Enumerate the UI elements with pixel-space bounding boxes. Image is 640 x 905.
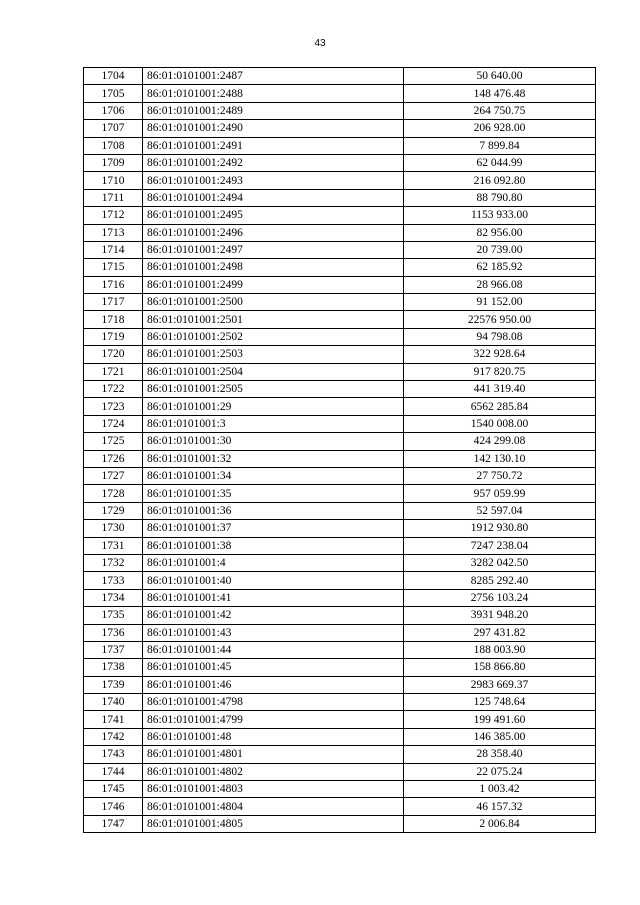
- cadastral-number-cell: 86:01:0101001:40: [143, 572, 404, 589]
- cadastral-number-cell: 86:01:0101001:3: [143, 415, 404, 432]
- row-number-cell: 1725: [84, 433, 143, 450]
- table-row: [84, 589, 596, 606]
- table-row: [84, 381, 596, 398]
- row-number-cell: 1721: [84, 363, 143, 380]
- row-number-cell: 1716: [84, 276, 143, 293]
- table-row: [84, 85, 596, 102]
- table-row: [84, 224, 596, 241]
- cadastral-number-cell: 86:01:0101001:35: [143, 485, 404, 502]
- cadastral-value-cell: 94 798.08: [404, 328, 596, 345]
- row-number-cell: 1746: [84, 798, 143, 815]
- table-row: [84, 676, 596, 693]
- cadastral-value-cell: 88 790.80: [404, 189, 596, 206]
- table-row: [84, 798, 596, 815]
- cadastral-value-cell: 2 006.84: [404, 815, 596, 832]
- row-number-cell: 1704: [84, 68, 143, 85]
- table-row: [84, 641, 596, 658]
- cadastral-value-cell: 2756 103.24: [404, 589, 596, 606]
- table-row: [84, 189, 596, 206]
- table-row: [84, 154, 596, 171]
- cadastral-number-cell: 86:01:0101001:29: [143, 398, 404, 415]
- row-number-cell: 1718: [84, 311, 143, 328]
- row-number-cell: 1717: [84, 294, 143, 311]
- cadastral-value-cell: 142 130.10: [404, 450, 596, 467]
- cadastral-value-cell: 62 185.92: [404, 259, 596, 276]
- cadastral-number-cell: 86:01:0101001:2487: [143, 68, 404, 85]
- cadastral-number-cell: 86:01:0101001:2493: [143, 172, 404, 189]
- row-number-cell: 1710: [84, 172, 143, 189]
- cadastral-number-cell: 86:01:0101001:45: [143, 659, 404, 676]
- table-row: [84, 711, 596, 728]
- cadastral-number-cell: 86:01:0101001:2502: [143, 328, 404, 345]
- cadastral-value-cell: 22576 950.00: [404, 311, 596, 328]
- table-row: [84, 102, 596, 119]
- cadastral-number-cell: 86:01:0101001:2498: [143, 259, 404, 276]
- cadastral-value-cell: 3282 042.50: [404, 554, 596, 571]
- cadastral-number-cell: 86:01:0101001:4803: [143, 781, 404, 798]
- table-row: [84, 659, 596, 676]
- table-row: [84, 172, 596, 189]
- row-number-cell: 1736: [84, 624, 143, 641]
- cadastral-number-cell: 86:01:0101001:38: [143, 537, 404, 554]
- row-number-cell: 1738: [84, 659, 143, 676]
- cadastral-value-cell: 82 956.00: [404, 224, 596, 241]
- table-row: [84, 537, 596, 554]
- table-row: [84, 433, 596, 450]
- row-number-cell: 1715: [84, 259, 143, 276]
- cadastral-number-cell: 86:01:0101001:43: [143, 624, 404, 641]
- table-row: [84, 328, 596, 345]
- cadastral-number-cell: 86:01:0101001:37: [143, 520, 404, 537]
- row-number-cell: 1745: [84, 781, 143, 798]
- table-row: [84, 120, 596, 137]
- cadastral-number-cell: 86:01:0101001:4798: [143, 694, 404, 711]
- table-row: [84, 398, 596, 415]
- cadastral-number-cell: 86:01:0101001:4805: [143, 815, 404, 832]
- row-number-cell: 1743: [84, 746, 143, 763]
- row-number-cell: 1731: [84, 537, 143, 554]
- cadastral-value-cell: 199 491.60: [404, 711, 596, 728]
- table-row: [84, 68, 596, 85]
- row-number-cell: 1708: [84, 137, 143, 154]
- table-row: [84, 259, 596, 276]
- cadastral-value-cell: 957 059.99: [404, 485, 596, 502]
- cadastral-number-cell: 86:01:0101001:4804: [143, 798, 404, 815]
- row-number-cell: 1740: [84, 694, 143, 711]
- table-row: [84, 763, 596, 780]
- table-row: [84, 311, 596, 328]
- row-number-cell: 1734: [84, 589, 143, 606]
- cadastral-number-cell: 86:01:0101001:48: [143, 728, 404, 745]
- cadastral-value-cell: 2983 669.37: [404, 676, 596, 693]
- table-row: [84, 137, 596, 154]
- table-body: [84, 68, 596, 833]
- cadastral-number-cell: 86:01:0101001:4799: [143, 711, 404, 728]
- cadastral-value-cell: 50 640.00: [404, 68, 596, 85]
- table-row: [84, 363, 596, 380]
- row-number-cell: 1730: [84, 520, 143, 537]
- cadastral-value-cell: 264 750.75: [404, 102, 596, 119]
- row-number-cell: 1720: [84, 346, 143, 363]
- cadastral-number-cell: 86:01:0101001:2491: [143, 137, 404, 154]
- table-row: [84, 450, 596, 467]
- cadastral-value-cell: 62 044.99: [404, 154, 596, 171]
- cadastral-number-cell: 86:01:0101001:2489: [143, 102, 404, 119]
- row-number-cell: 1726: [84, 450, 143, 467]
- cadastral-number-cell: 86:01:0101001:41: [143, 589, 404, 606]
- cadastral-number-cell: 86:01:0101001:2490: [143, 120, 404, 137]
- row-number-cell: 1707: [84, 120, 143, 137]
- cadastral-value-cell: 28 966.08: [404, 276, 596, 293]
- cadastral-value-cell: 424 299.08: [404, 433, 596, 450]
- row-number-cell: 1713: [84, 224, 143, 241]
- cadastral-value-cell: 216 092.80: [404, 172, 596, 189]
- table-row: [84, 346, 596, 363]
- table-row: [84, 624, 596, 641]
- table-row: [84, 207, 596, 224]
- table-row: [84, 294, 596, 311]
- cadastral-value-cell: 158 866.80: [404, 659, 596, 676]
- table-row: [84, 728, 596, 745]
- cadastral-value-cell: 206 928.00: [404, 120, 596, 137]
- row-number-cell: 1714: [84, 241, 143, 258]
- row-number-cell: 1712: [84, 207, 143, 224]
- cadastral-number-cell: 86:01:0101001:2492: [143, 154, 404, 171]
- cadastral-value-cell: 1 003.42: [404, 781, 596, 798]
- cadastral-value-cell: 146 385.00: [404, 728, 596, 745]
- row-number-cell: 1741: [84, 711, 143, 728]
- row-number-cell: 1706: [84, 102, 143, 119]
- cadastral-number-cell: 86:01:0101001:44: [143, 641, 404, 658]
- cadastral-number-cell: 86:01:0101001:2504: [143, 363, 404, 380]
- cadastral-value-cell: 1153 933.00: [404, 207, 596, 224]
- row-number-cell: 1722: [84, 381, 143, 398]
- cadastral-number-cell: 86:01:0101001:36: [143, 502, 404, 519]
- table-row: [84, 485, 596, 502]
- cadastral-number-cell: 86:01:0101001:46: [143, 676, 404, 693]
- row-number-cell: 1733: [84, 572, 143, 589]
- cadastral-value-cell: 3931 948.20: [404, 607, 596, 624]
- row-number-cell: 1744: [84, 763, 143, 780]
- table-row: [84, 241, 596, 258]
- cadastral-value-cell: 1912 930.80: [404, 520, 596, 537]
- cadastral-number-cell: 86:01:0101001:2501: [143, 311, 404, 328]
- cadastral-number-cell: 86:01:0101001:2496: [143, 224, 404, 241]
- cadastral-number-cell: 86:01:0101001:2503: [143, 346, 404, 363]
- table-row: [84, 694, 596, 711]
- cadastral-value-cell: 22 075.24: [404, 763, 596, 780]
- cadastral-value-cell: 20 739.00: [404, 241, 596, 258]
- cadastral-value-cell: 7 899.84: [404, 137, 596, 154]
- row-number-cell: 1742: [84, 728, 143, 745]
- cadastral-value-cell: 7247 238.04: [404, 537, 596, 554]
- row-number-cell: 1735: [84, 607, 143, 624]
- page-number: 43: [314, 38, 326, 49]
- row-number-cell: 1705: [84, 85, 143, 102]
- cadastral-number-cell: 86:01:0101001:2505: [143, 381, 404, 398]
- table-row: [84, 781, 596, 798]
- cadastral-value-cell: 28 358.40: [404, 746, 596, 763]
- table-row: [84, 415, 596, 432]
- table-row: [84, 276, 596, 293]
- cadastral-number-cell: 86:01:0101001:4: [143, 554, 404, 571]
- cadastral-value-cell: 6562 285.84: [404, 398, 596, 415]
- table-row: [84, 607, 596, 624]
- cadastral-number-cell: 86:01:0101001:2488: [143, 85, 404, 102]
- cadastral-number-cell: 86:01:0101001:2499: [143, 276, 404, 293]
- cadastral-value-cell: 917 820.75: [404, 363, 596, 380]
- table-row: [84, 520, 596, 537]
- cadastral-value-cell: 297 431.82: [404, 624, 596, 641]
- cadastral-number-cell: 86:01:0101001:2497: [143, 241, 404, 258]
- row-number-cell: 1709: [84, 154, 143, 171]
- table-row: [84, 572, 596, 589]
- cadastral-value-cell: 125 748.64: [404, 694, 596, 711]
- cadastral-value-cell: 27 750.72: [404, 467, 596, 484]
- row-number-cell: 1723: [84, 398, 143, 415]
- cadastral-number-cell: 86:01:0101001:2495: [143, 207, 404, 224]
- row-number-cell: 1732: [84, 554, 143, 571]
- row-number-cell: 1711: [84, 189, 143, 206]
- cadastral-number-cell: 86:01:0101001:4802: [143, 763, 404, 780]
- cadastral-number-cell: 86:01:0101001:32: [143, 450, 404, 467]
- cadastral-number-cell: 86:01:0101001:42: [143, 607, 404, 624]
- table-row: [84, 502, 596, 519]
- cadastral-number-cell: 86:01:0101001:2500: [143, 294, 404, 311]
- cadastral-value-cell: 1540 008.00: [404, 415, 596, 432]
- cadastral-value-cell: 52 597.04: [404, 502, 596, 519]
- table-row: [84, 746, 596, 763]
- row-number-cell: 1728: [84, 485, 143, 502]
- cadastral-value-table: [83, 67, 596, 833]
- row-number-cell: 1727: [84, 467, 143, 484]
- table-row: [84, 815, 596, 832]
- cadastral-value-cell: 188 003.90: [404, 641, 596, 658]
- row-number-cell: 1739: [84, 676, 143, 693]
- table-row: [84, 554, 596, 571]
- cadastral-number-cell: 86:01:0101001:34: [143, 467, 404, 484]
- row-number-cell: 1719: [84, 328, 143, 345]
- cadastral-number-cell: 86:01:0101001:4801: [143, 746, 404, 763]
- cadastral-value-cell: 46 157.32: [404, 798, 596, 815]
- cadastral-value-cell: 322 928.64: [404, 346, 596, 363]
- cadastral-value-cell: 91 152.00: [404, 294, 596, 311]
- row-number-cell: 1724: [84, 415, 143, 432]
- table-row: [84, 467, 596, 484]
- row-number-cell: 1729: [84, 502, 143, 519]
- row-number-cell: 1737: [84, 641, 143, 658]
- row-number-cell: 1747: [84, 815, 143, 832]
- cadastral-number-cell: 86:01:0101001:30: [143, 433, 404, 450]
- cadastral-value-cell: 148 476.48: [404, 85, 596, 102]
- cadastral-value-cell: 8285 292.40: [404, 572, 596, 589]
- cadastral-number-cell: 86:01:0101001:2494: [143, 189, 404, 206]
- cadastral-value-cell: 441 319.40: [404, 381, 596, 398]
